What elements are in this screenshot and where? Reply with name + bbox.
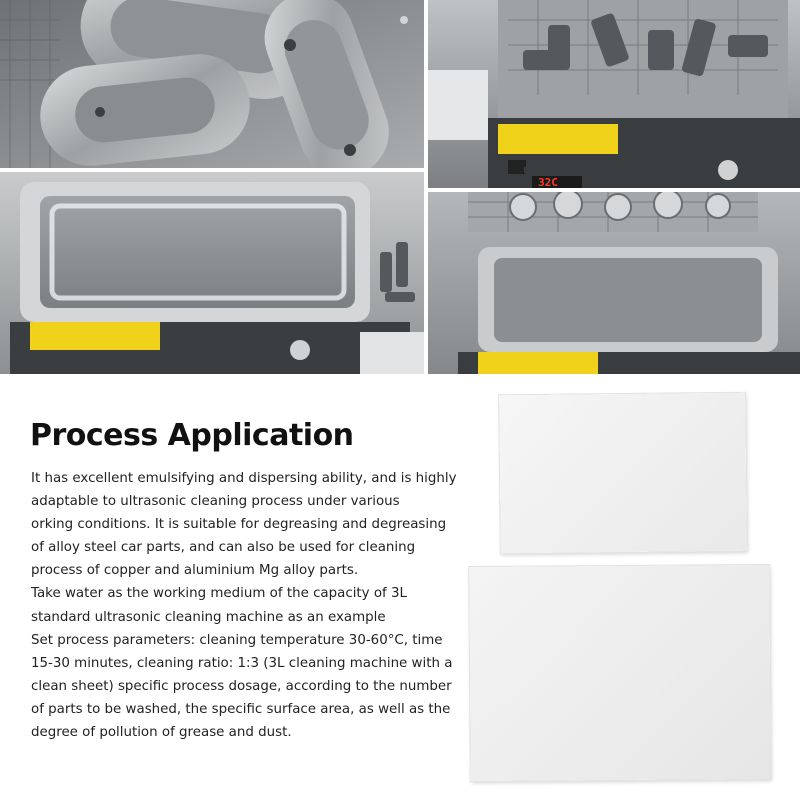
description-line: of parts to be washed, the specific surface area, as well as the [31,701,451,717]
photo-stainless-trays [0,0,424,168]
section-title: Process Application [30,418,354,453]
description-line: clean sheet) specific process dosage, according to the number [31,678,452,694]
cleaning-sheet-image [469,565,770,781]
description-line: standard ultrasonic cleaning machine as an example [31,609,386,625]
photo-cleaning-tank-foam [0,172,424,374]
temperature-display: 32C [538,176,558,188]
photo-ultrasonic-cleaner-bolts [428,0,800,188]
photo-basket-nuts-tank [428,192,800,374]
description-line: 15-30 minutes, cleaning ratio: 1:3 (3L cleaning machine with a [31,655,453,671]
description-line: process of copper and aluminium Mg alloy parts. [31,563,359,579]
cleaner-panel-label: ULTRASONIC CLEANER [523,166,684,177]
photo-ultrasonic-cleaner-bolts-art [428,0,800,188]
description-line: It has excellent emulsifying and dispersing ability, and is highly [31,471,457,486]
description-line: adaptable to ultrasonic cleaning process under various [31,494,400,510]
photo-cleaning-tank-foam-art [0,172,424,374]
cleaning-sheet-image [499,393,747,554]
photo-basket-nuts-tank-art [428,192,800,374]
description-line: degree of pollution of grease and dust. [31,725,292,741]
description-line: of alloy steel car parts, and can also be used for cleaning [31,540,416,556]
photo-stainless-trays-art [0,0,424,168]
description-line: orking conditions. It is suitable for degreasing and degreasing [31,517,447,533]
cleaner-panel-label: ULTRASONIC CLEANER [55,358,254,373]
description-line: Take water as the working medium of the capacity of 3L [31,586,408,602]
description-line: Set process parameters: cleaning temperature 30-60°C, time [31,632,443,648]
description-text [31,467,471,744]
